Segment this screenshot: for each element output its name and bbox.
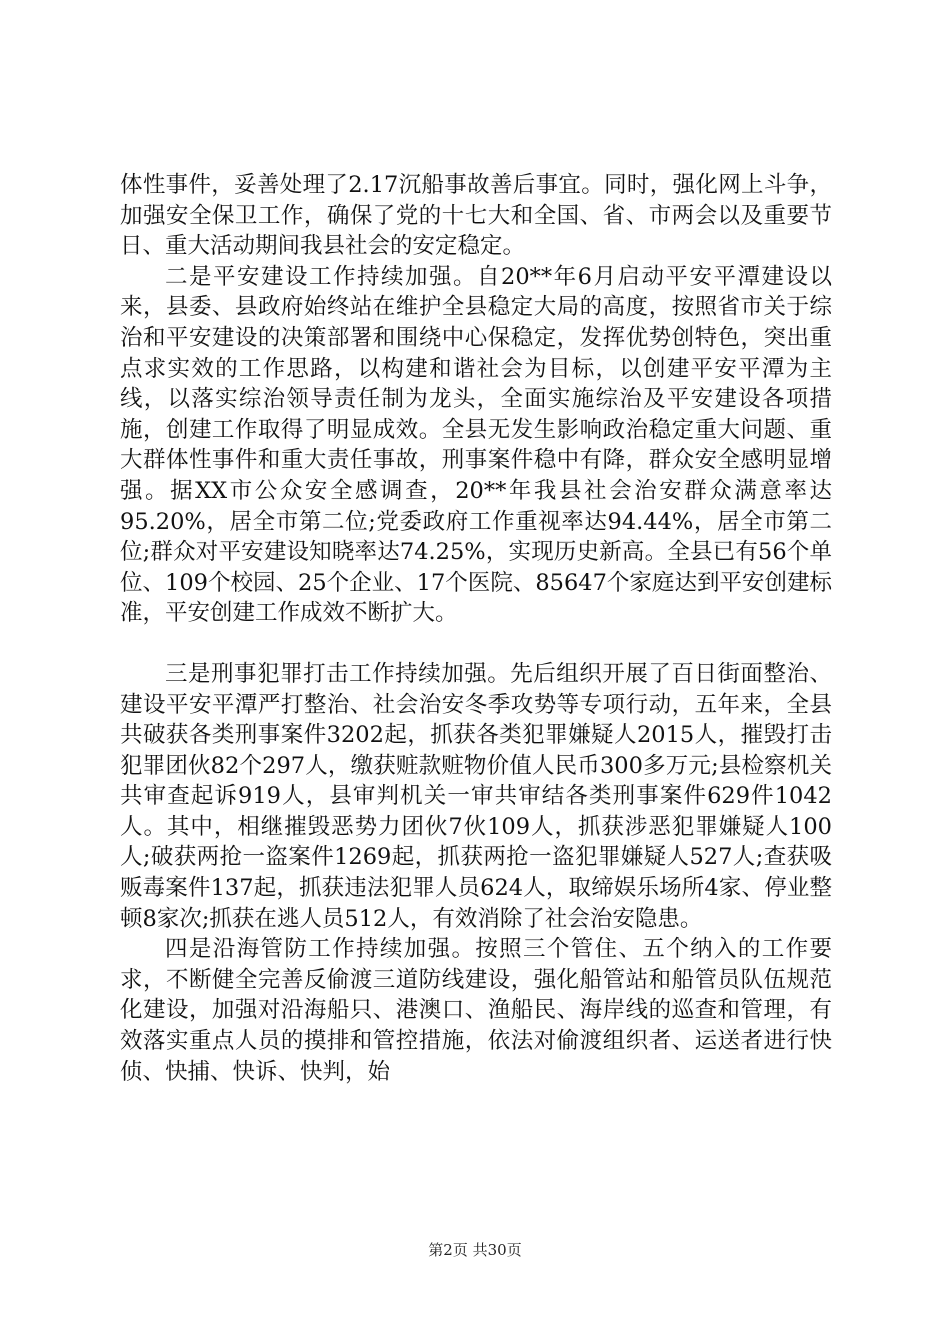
paragraph-spacer	[120, 629, 832, 659]
document-body	[120, 170, 832, 1087]
paragraph-criminal-crackdown: 三是刑事犯罪打击工作持续加强。先后组织开展了百日街面整治、建设平安平潭严打整治、社会治安冬季攻势等专项行动，五年来，全县共破获各类刑事案件3202起，抓获各类犯罪嫌疑人2015人，摧毁打击犯罪团伙82个297人，缴获赃款赃物价值人民币300多万元;县检察机关共审查起诉919人，县审判机关一审共审结各类刑事案件629件1042人。其中，相继摧毁恶势力团伙7伙109人，抓获涉恶犯罪嫌疑人100人;破获两抢一盗案件1269起，抓获两抢一盗犯罪嫌疑人527人;查获吸贩毒案件137起，抓获违法犯罪人员624人，取缔娱乐场所4家、停业整顿8家次;抓获在逃人员512人，有效消除了社会治安隐患。	[120, 660, 832, 932]
page-footer: 第2页 共30页	[428, 1241, 522, 1259]
paragraph-safety-construction: 二是平安建设工作持续加强。自20**年6月启动平安平潭建设以来，县委、县政府始终站在维护全县稳定大局的高度，按照省市关于综治和平安建设的决策部署和围绕中心保稳定，发挥优势创特色，突出重点求实效的工作思路，以构建和谐社会为目标，以创建平安平潭为主线，以落实综治领导责任制为龙头，全面实施综治及平安建设各项措施，创建工作取得了明显成效。全县无发生影响政治稳定重大问题、重大群体性事件和重大责任事故，刑事案件稳中有降，群众安全感明显增强。据XX市公众安全感调查，20**年我县社会治安群众满意率达95.20%，居全市第二位;党委政府工作重视率达94.44%，居全市第二位;群众对平安建设知晓率达74.25%，实现历史新高。全县已有56个单位、109个校园、25个企业、17个医院、85647个家庭达到平安创建标准，平安创建工作成效不断扩大。	[120, 263, 832, 627]
paragraph-continued: 体性事件，妥善处理了2.17沉船事故善后事宜。同时，强化网上斗争，加强安全保卫工作，确保了党的十七大和全国、省、市两会以及重要节日、重大活动期间我县社会的安定稳定。	[120, 172, 832, 260]
paragraph-coastal-defense: 四是沿海管防工作持续加强。按照三个管住、五个纳入的工作要求，不断健全完善反偷渡三道防线建设，强化船管站和船管员队伍规范化建设，加强对沿海船只、港澳口、渔船民、海岸线的巡查和管理，有效落实重点人员的摸排和管控措施，依法对偷渡组织者、运送者进行快侦、快捕、快诉、快判，始	[120, 936, 832, 1085]
